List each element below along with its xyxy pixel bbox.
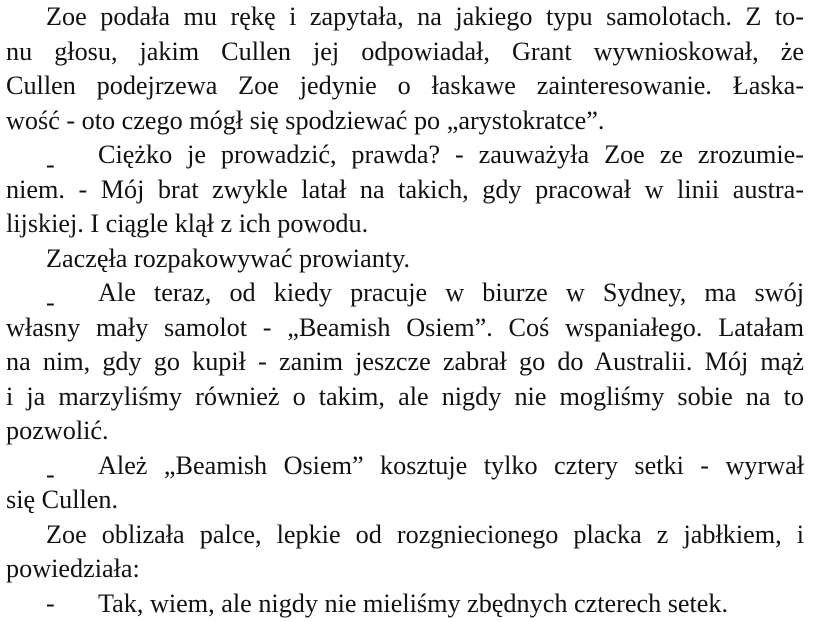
text-line <box>6 483 804 518</box>
dialogue-line <box>6 449 804 489</box>
text-line <box>6 311 804 346</box>
text-line <box>6 242 804 277</box>
text-line <box>6 380 804 415</box>
dialogue-line <box>6 138 804 179</box>
text-line <box>6 0 804 35</box>
line-text: własny mały samolot - „Beamish Osiem”. Coś wspaniałego. Latałam <box>6 312 804 342</box>
dialogue-dash: - <box>46 588 55 618</box>
line-text: Zoe oblizała palce, lepkie od rozgniecionego placka z jabłkiem, i <box>46 519 804 549</box>
text-line <box>6 173 804 208</box>
line-text: Ciężko je prowadzić, prawda? - zauważyła Zoe ze zrozumie- <box>98 140 804 169</box>
line-text: Ależ „Beamish Osiem” kosztuje tylko cztery setki - wyrwał <box>98 450 804 480</box>
line-text: Cullen podejrzewa Zoe jedynie o łaskawe zainteresowanie. Łaska- <box>6 71 804 100</box>
text-line <box>6 35 804 70</box>
dialogue-line <box>6 276 804 317</box>
line-text: Tak, wiem, ale nigdy nie mieliśmy zbędnych czterech setek. <box>98 588 729 618</box>
line-text: Zaczęła rozpakowywać prowianty. <box>46 243 411 273</box>
dialogue-dash: - <box>46 149 55 179</box>
line-text: się Cullen. <box>6 485 119 514</box>
text-line <box>6 345 804 380</box>
dialogue-dash: - <box>46 460 55 489</box>
text-line <box>6 518 804 553</box>
line-text: Zoe podała mu rękę i zapytała, na jakiego typu samolotach. Z to- <box>46 2 804 31</box>
line-text: pozwolić. <box>6 416 109 445</box>
text-line <box>6 552 804 587</box>
dialogue-dash: - <box>46 287 55 317</box>
line-text: wość - oto czego mógł się spodziewać po „arystokratce”. <box>6 105 605 135</box>
line-text: na nim, gdy go kupił - zanim jeszcze zabrał go do Australii. Mój mąż <box>6 347 804 376</box>
line-text: nu głosu, jakim Cullen jej odpowiadał, Grant wywnioskował, że <box>6 36 804 66</box>
dialogue-line <box>6 587 804 622</box>
text-line <box>6 414 804 449</box>
text-line <box>6 104 804 139</box>
line-text: i ja marzyliśmy również o takim, ale nigdy nie mogliśmy sobie na to <box>6 381 804 411</box>
line-text: lijskiej. I ciągle klął z ich powodu. <box>6 209 369 238</box>
line-text: niem. - Mój brat zwykle latał na takich, gdy pracował w linii austra- <box>6 174 804 204</box>
line-text: Ale teraz, od kiedy pracuje w biurze w Sydney, ma swój <box>98 278 804 307</box>
text-line <box>6 207 804 242</box>
line-text: powiedziała: <box>6 554 140 583</box>
document-page <box>6 0 804 621</box>
text-line <box>6 69 804 104</box>
